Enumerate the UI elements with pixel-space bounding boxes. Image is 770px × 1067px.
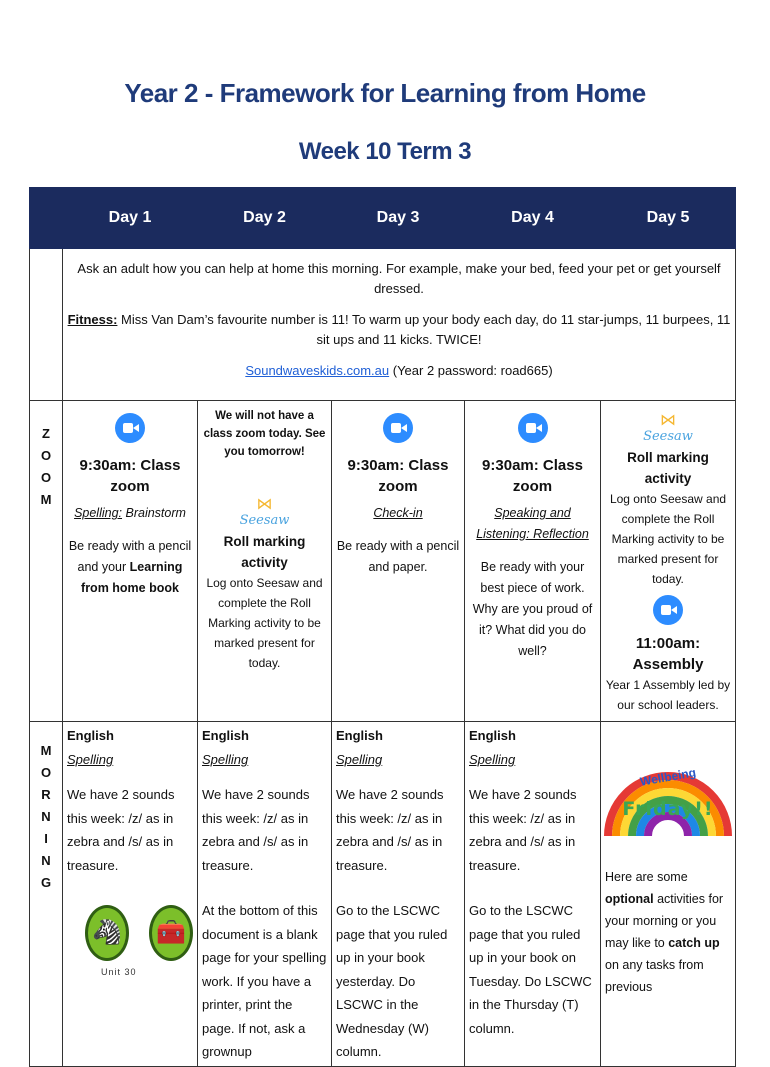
- zoom-day4-cell: [465, 401, 601, 722]
- zoom-icon[interactable]: [115, 413, 145, 443]
- morning-letter: N: [41, 809, 51, 824]
- topic-rest: Brainstorm: [122, 506, 186, 520]
- link-line: [67, 361, 731, 381]
- friday-lettering: Friday!!: [622, 798, 714, 820]
- spelling-instructions: Go to the LSCWC page that you ruled up in your book yesterday. Do LSCWC in the Wednesday (W) column.: [336, 903, 448, 1059]
- zoom-letter: O: [40, 448, 52, 463]
- spelling-instructions: Go to the LSCWC page that you ruled up in your book on Tuesday. Do LSCWC in the Thursday (T) column.: [469, 903, 592, 1036]
- subject-label: English: [67, 728, 114, 743]
- sounds-text: We have 2 sounds this week: /z/ as in zebra and /s/ as in treasure.: [336, 787, 444, 873]
- sounds-text: We have 2 sounds this week: /z/ as in zebra and /s/ as in treasure.: [469, 787, 577, 873]
- roll-marking-title: Roll marking activity: [627, 450, 709, 486]
- zoom-day5-cell: [601, 401, 736, 722]
- header-corner: [30, 188, 63, 249]
- opt-pre: Here are some: [605, 870, 688, 884]
- morning-day1-cell: [63, 722, 198, 1067]
- zoom-icon[interactable]: [518, 413, 548, 443]
- seesaw-word: Seesaw: [239, 513, 290, 528]
- sounds-text: We have 2 sounds this week: /z/ as in zebra and /s/ as in treasure.: [67, 787, 175, 873]
- intro-side-cell: [30, 249, 63, 401]
- zoom-ready: Be ready with your best piece of work. Why are you proud of it? What did you do well?: [472, 560, 593, 658]
- day-4-header: Day 4: [465, 188, 601, 249]
- seesaw-logo[interactable]: [643, 413, 693, 444]
- zoom-day3-cell: [332, 401, 465, 722]
- bow-icon: ⋈: [256, 496, 273, 513]
- fitness-label: Fitness:: [67, 312, 118, 327]
- morning-day4-cell: [465, 722, 601, 1067]
- catch-up-bold: catch up: [668, 936, 720, 950]
- zoom-side-cell: [30, 401, 63, 722]
- zoom-icon[interactable]: [383, 413, 413, 443]
- seesaw-word: Seesaw: [643, 429, 693, 444]
- wellbeing-lettering: Wellbeing: [638, 765, 698, 789]
- topic-label: Spelling: [469, 751, 516, 767]
- treasure-icon: 🧰: [149, 905, 193, 961]
- morning-row: [30, 722, 736, 1067]
- zoom-row: [30, 401, 736, 722]
- schedule-table: [29, 187, 736, 1067]
- rainbow-icon: [603, 736, 733, 856]
- page-subtitle: Week 10 Term 3: [298, 138, 472, 165]
- zoom-icon[interactable]: [653, 595, 683, 625]
- fitness-line: [67, 310, 731, 350]
- ready-text: Be ready with a pencil and your: [68, 539, 192, 574]
- topic-label: Spelling:: [74, 506, 123, 520]
- roll-marking-text: Log onto Seesaw and complete the Roll Marking activity to be marked present for today.: [609, 492, 727, 586]
- zoom-ready: Be ready with a pencil and paper.: [336, 539, 460, 574]
- day-3-header: Day 3: [332, 188, 465, 249]
- zoom-time: 9:30am: Class zoom: [482, 457, 583, 495]
- morning-letter: M: [40, 743, 52, 758]
- zoom-topic: [67, 503, 193, 524]
- zoom-letter: Z: [42, 426, 50, 441]
- zoom-topic: Check-in: [373, 506, 423, 520]
- sounds-text: We have 2 sounds this week: /z/ as in zebra and /s/ as in treasure.: [202, 787, 310, 873]
- subject-label: English: [469, 728, 516, 743]
- opt-post: on any tasks from previous: [605, 958, 704, 994]
- intro-line: Ask an adult how you can help at home this morning. For example, make your bed, feed your pet or get yourself dressed.: [77, 261, 721, 296]
- password-text: (Year 2 password: road665): [389, 363, 553, 378]
- morning-day5-cell: [601, 722, 736, 1067]
- soundwaves-link[interactable]: Soundwaveskids.com.au: [245, 363, 390, 378]
- day-2-header: Day 2: [198, 188, 332, 249]
- zoom-ready: [67, 536, 193, 599]
- subject-label: English: [336, 728, 383, 743]
- intro-row: [30, 249, 736, 401]
- header-row: [30, 188, 736, 249]
- fitness-text: Miss Van Dam’s favourite number is 11! To warm up your body each day, do 11 star-jumps, 11 burpees, 11 sit ups and 11 kicks. TWICE!: [117, 312, 731, 347]
- opt-mid: activities for your morning or you may like to: [605, 892, 724, 950]
- zoom-day1-cell: [63, 401, 198, 722]
- topic-label: Spelling: [336, 751, 383, 767]
- wellbeing-friday-image: [603, 736, 733, 856]
- morning-letter: R: [41, 787, 51, 802]
- assembly-text: Year 1 Assembly led by our school leaders.: [605, 678, 731, 712]
- morning-day3-cell: [332, 722, 465, 1067]
- opt-bold: optional: [605, 892, 654, 906]
- intro-cell: [63, 249, 736, 401]
- morning-letter: N: [41, 853, 51, 868]
- spelling-instructions: At the bottom of this document is a blank page for your spelling work. If you have a printer, print the page. If not, ask a grownup: [202, 903, 327, 1059]
- morning-letter: O: [40, 765, 52, 780]
- roll-marking-text: Log onto Seesaw and complete the Roll Marking activity to be marked present for today.: [206, 576, 323, 670]
- morning-day2-cell: [198, 722, 332, 1067]
- zebra-icon: 🦓: [85, 905, 129, 961]
- zoom-letter: O: [40, 470, 52, 485]
- morning-side-cell: [30, 722, 63, 1067]
- subject-label: English: [202, 728, 249, 743]
- roll-marking-title: Roll marking activity: [223, 534, 306, 570]
- topic-label: Spelling: [202, 751, 249, 767]
- optional-activities-text: [601, 862, 735, 1002]
- morning-letter: I: [44, 831, 48, 846]
- topic-label: Spelling: [67, 751, 114, 767]
- day-5-header: Day 5: [601, 188, 736, 249]
- bow-icon: ⋈: [660, 412, 676, 429]
- morning-letter: G: [40, 875, 52, 890]
- unit-label: Unit 30: [101, 967, 137, 977]
- ready-bold: Learning from home book: [81, 560, 183, 595]
- assembly-time: 11:00am: Assembly: [632, 635, 704, 673]
- zoom-time: 9:30am: Class zoom: [79, 457, 181, 495]
- page-title: Year 2 - Framework for Learning from Home: [124, 78, 646, 108]
- zoom-topic: Speaking and Listening: Reflection: [476, 506, 589, 541]
- seesaw-logo[interactable]: [240, 497, 290, 528]
- no-zoom-notice: We will not have a class zoom today. See you tomorrow!: [203, 410, 326, 458]
- zoom-letter: M: [40, 492, 52, 507]
- zoom-time: 9:30am: Class zoom: [347, 457, 449, 495]
- day-1-header: Day 1: [63, 188, 198, 249]
- zoom-day2-cell: [198, 401, 332, 722]
